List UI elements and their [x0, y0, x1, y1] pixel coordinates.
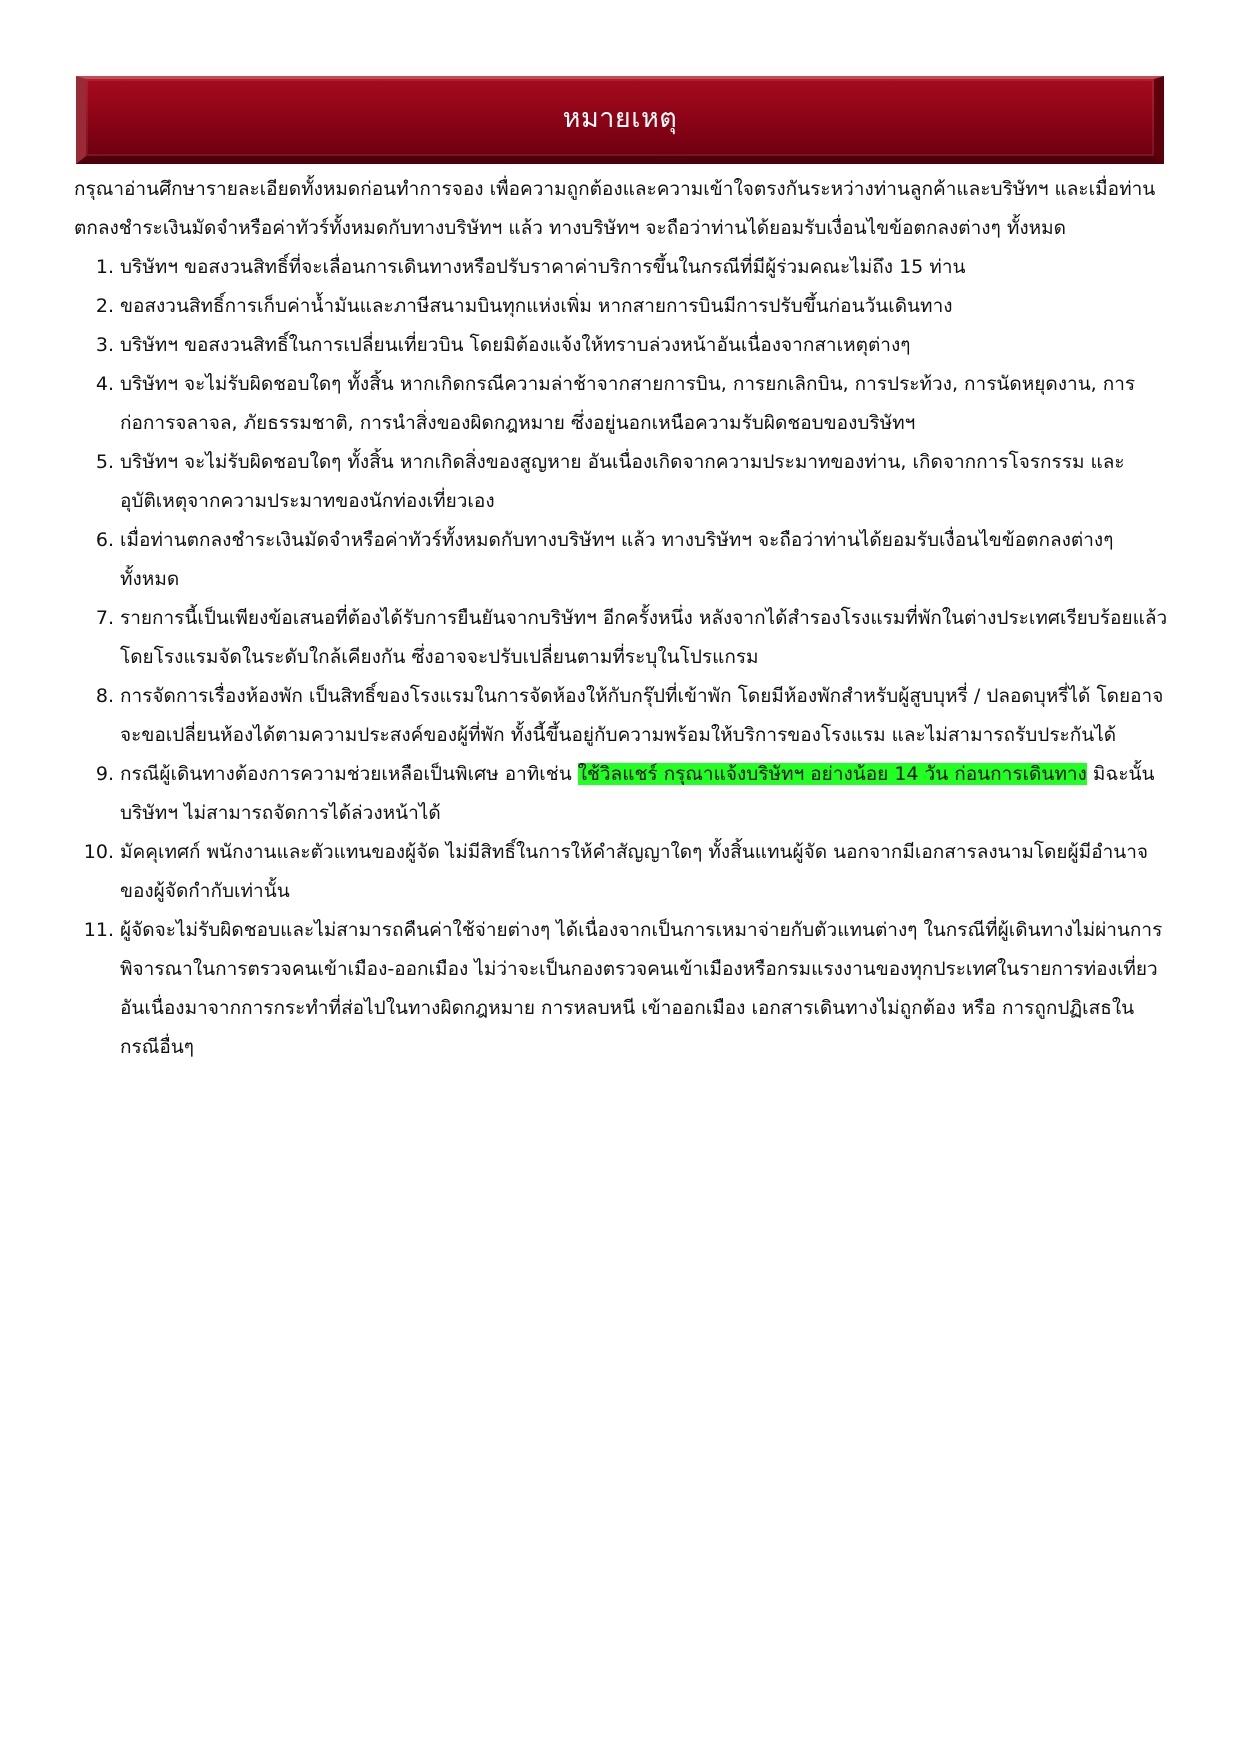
term-item [74, 755, 1168, 833]
highlighted-text: ใช้วิลแชร์ กรุณาแจ้งบริษัทฯ อย่างน้อย 14 วัน ก่อนการเดินทาง [577, 763, 1087, 785]
section-header-banner [76, 76, 1164, 164]
term-number: 2. [95, 295, 114, 317]
term-number: 11. [83, 919, 114, 941]
term-item [74, 248, 1168, 287]
terms-list [74, 248, 1168, 1067]
term-item [74, 521, 1168, 599]
term-text: มัคคุเทศก์ พนักงานและตัวแทนของผู้จัด ไม่มีสิทธิ์ในการให้คำสัญญาใดๆ ทั้งสิ้นแทนผู้จัด นอกจากมีเอกสารลงนามโดยผู้มีอำนาจของผู้จัดกำกับเท่านั้น [120, 841, 1149, 902]
term-number: 1. [95, 256, 114, 278]
term-item [74, 833, 1168, 911]
term-number: 3. [95, 334, 114, 356]
term-text: ขอสงวนสิทธิ์การเก็บค่าน้ำมันและภาษีสนามบินทุกแห่งเพิ่ม หากสายการบินมีการปรับขึ้นก่อนวันเดินทาง [120, 295, 953, 317]
notes-content [74, 170, 1168, 1067]
term-number: 4. [95, 373, 114, 395]
term-item [74, 599, 1168, 677]
term-number: 9. [95, 763, 114, 785]
term-item [74, 677, 1168, 755]
term-number: 7. [95, 607, 114, 629]
term-text: เมื่อท่านตกลงชำระเงินมัดจำหรือค่าทัวร์ทั้งหมดกับทางบริษัทฯ แล้ว ทางบริษัทฯ จะถือว่าท่านได้ยอมรับเงื่อนไขข้อตกลงต่างๆ ทั้งหมด [120, 529, 1114, 590]
term-text: บริษัทฯ จะไม่รับผิดชอบใดๆ ทั้งสิ้น หากเกิดกรณีความล่าช้าจากสายการบิน, การยกเลิกบิน, การประท้วง, การนัดหยุดงาน, การก่อการจลาจล, ภัยธรรมชาติ, การนำสิ่งของผิดกฎหมาย ซึ่งอยู่นอกเหนือความรับผิดชอบของบริษัทฯ [120, 373, 1136, 434]
section-title: หมายเหตุ [562, 103, 678, 134]
term-text-after: มิฉะนั้น บริษัทฯ ไม่สามารถจัดการได้ล่วงหน้าได้ [120, 763, 1155, 824]
term-item [74, 365, 1168, 443]
term-item [74, 443, 1168, 521]
term-item [74, 287, 1168, 326]
term-text: รายการนี้เป็นเพียงข้อเสนอที่ต้องได้รับการยืนยันจากบริษัทฯ อีกครั้งหนึ่ง หลังจากได้สำรองโรงแรมที่พักในต่างประเทศเรียบร้อยแล้ว โดยโรงแรมจัดในระดับใกล้เคียงกัน ซึ่งอาจจะปรับเปลี่ยนตามที่ระบุในโปรแกรม [120, 607, 1168, 668]
term-text-before: กรณีผู้เดินทางต้องการความช่วยเหลือเป็นพิเศษ อาทิเช่น [120, 763, 578, 785]
intro-paragraph: กรุณาอ่านศึกษารายละเอียดทั้งหมดก่อนทำการจอง เพื่อความถูกต้องและความเข้าใจตรงกันระหว่างท่านลูกค้าและบริษัทฯ และเมื่อท่านตกลงชำระเงินมัดจำหรือค่าทัวร์ทั้งหมดกับทางบริษัทฯ แล้ว ทางบริษัทฯ จะถือว่าท่านได้ยอมรับเงื่อนไขข้อตกลงต่างๆ ทั้งหมด [74, 178, 1156, 239]
term-text: บริษัทฯ ขอสงวนสิทธิ์ที่จะเลื่อนการเดินทางหรือปรับราคาค่าบริการขึ้นในกรณีที่มีผู้ร่วมคณะไม่ถึง 15 ท่าน [120, 256, 966, 278]
term-item [74, 326, 1168, 365]
term-text: ผู้จัดจะไม่รับผิดชอบและไม่สามารถคืนค่าใช้จ่ายต่างๆ ได้เนื่องจากเป็นการเหมาจ่ายกับตัวแทนต่างๆ ในกรณีที่ผู้เดินทางไม่ผ่านการพิจารณาในการตรวจคนเข้าเมือง-ออกเมือง ไม่ว่าจะเป็นกองตรวจคนเข้าเมืองหรือกรมแรงงานของทุกประเทศในรายการท่องเที่ยว อันเนื่องมาจากการกระทำที่ส่อไปในทางผิดกฎหมาย การหลบหนี เข้าออกเมือง เอกสารเดินทางไม่ถูกต้อง หรือ การถูกปฏิเสธในกรณีอื่นๆ [120, 919, 1163, 1058]
term-text: การจัดการเรื่องห้องพัก เป็นสิทธิ์ของโรงแรมในการจัดห้องให้กับกรุ๊ปที่เข้าพัก โดยมีห้องพักสำหรับผู้สูบบุหรี่ / ปลอดบุหรี่ได้ โดยอาจจะขอเปลี่ยนห้องได้ตามความประสงค์ของผู้ที่พัก ทั้งนี้ขึ้นอยู่กับความพร้อมให้บริการของโรงแรม และไม่สามารถรับประกันได้ [120, 685, 1164, 746]
term-number: 10. [83, 841, 114, 863]
term-number: 8. [95, 685, 114, 707]
term-number: 6. [95, 529, 114, 551]
term-text: บริษัทฯ จะไม่รับผิดชอบใดๆ ทั้งสิ้น หากเกิดสิ่งของสูญหาย อันเนื่องเกิดจากความประมาทของท่าน, เกิดจากการโจรกรรม และ อุบัติเหตุจากความประมาทของนักท่องเที่ยวเอง [120, 451, 1125, 512]
term-number: 5. [95, 451, 114, 473]
term-item [74, 911, 1168, 1067]
term-text: บริษัทฯ ขอสงวนสิทธิ์ในการเปลี่ยนเที่ยวบิน โดยมิต้องแจ้งให้ทราบล่วงหน้าอันเนื่องจากสาเหตุต่างๆ [120, 334, 911, 356]
